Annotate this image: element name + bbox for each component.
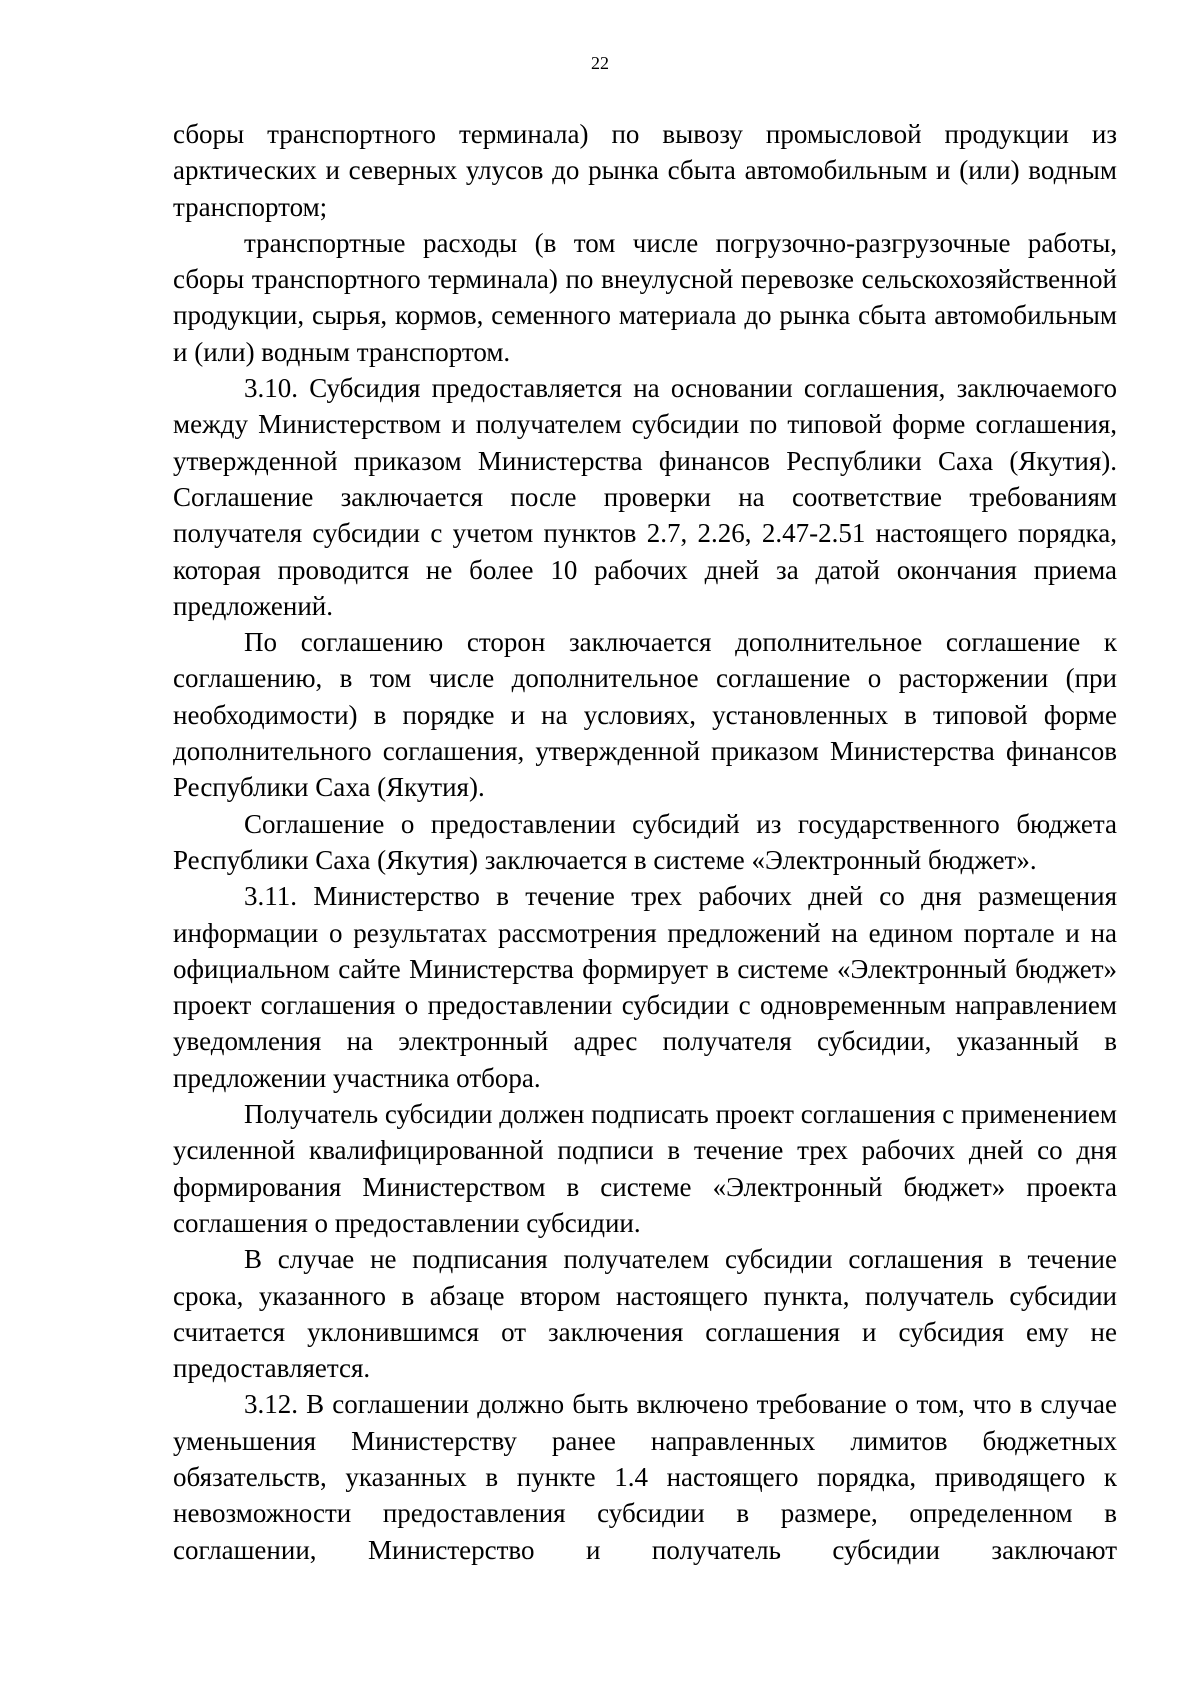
document-body xyxy=(173,116,1117,1568)
paragraph-2: транспортные расходы (в том числе погрузочно-разгрузочные работы, сборы транспортного терминала) по внеулусной перевозке сельскохозяйственной продукции, сырья, кормов, семенного материала до рынка сбыта автомобильным и (или) водным транспортом. xyxy=(173,227,1117,367)
paragraph-8: В случае не подписания получателем субсидии соглашения в течение срока, указанного в абзаце втором настоящего пункта, получатель субсидии считается уклонившимся от заключения соглашения и субсидия ему не предоставляется. xyxy=(173,1244,1117,1384)
paragraph-1: сборы транспортного терминала) по вывозу промысловой продукции из арктических и северных улусов до рынка сбыта автомобильным и (или) водным транспортом; xyxy=(173,119,1117,222)
page-number: 22 xyxy=(591,53,609,73)
paragraph-7: Получатель субсидии должен подписать проект соглашения с применением усиленной квалифицированной подписи в течение трех рабочих дней со дня формирования Министерством в системе «Электронный бюджет» проекта соглашения о предоставлении субсидии. xyxy=(173,1099,1117,1238)
paragraph-9: 3.12. В соглашении должно быть включено требование о том, что в случае уменьшения Министерству ранее направленных лимитов бюджетных обязательств, указанных в пункте 1.4 настоящего порядка, приводящего к невозможности предоставления субсидии в размере, определенном в соглашении, Министерство и получатель субсидии заключают xyxy=(173,1389,1117,1565)
paragraph-4: По соглашению сторон заключается дополнительное соглашение к соглашению, в том числе дополнительное соглашение о расторжении (при необходимости) в порядке и на условиях, установленных в типовой форме дополнительного соглашения, утвержденной приказом Министерства финансов Республики Саха (Якутия). xyxy=(173,627,1117,803)
paragraph-5: Соглашение о предоставлении субсидий из государственного бюджета Республики Саха (Якутия) заключается в системе «Электронный бюджет». xyxy=(173,808,1117,875)
paragraph-3: 3.10. Субсидия предоставляется на основании соглашения, заключаемого между Министерством и получателем субсидии по типовой форме соглашения, утвержденной приказом Министерства финансов Республики Саха (Якутия). Соглашение заключается после проверки на соответствие требованиям получателя субсидии с учетом пунктов 2.7, 2.26, 2.47-2.51 настоящего порядка, которая проводится не более 10 рабочих дней за датой окончания приема предложений. xyxy=(173,373,1117,621)
paragraph-6: 3.11. Министерство в течение трех рабочих дней со дня размещения информации о результатах рассмотрения предложений на едином портале и на официальном сайте Министерства формирует в системе «Электронный бюджет» проект соглашения о предоставлении субсидии с одновременным направлением уведомления на электронный адрес получателя субсидии, указанный в предложении участника отбора. xyxy=(173,881,1117,1093)
